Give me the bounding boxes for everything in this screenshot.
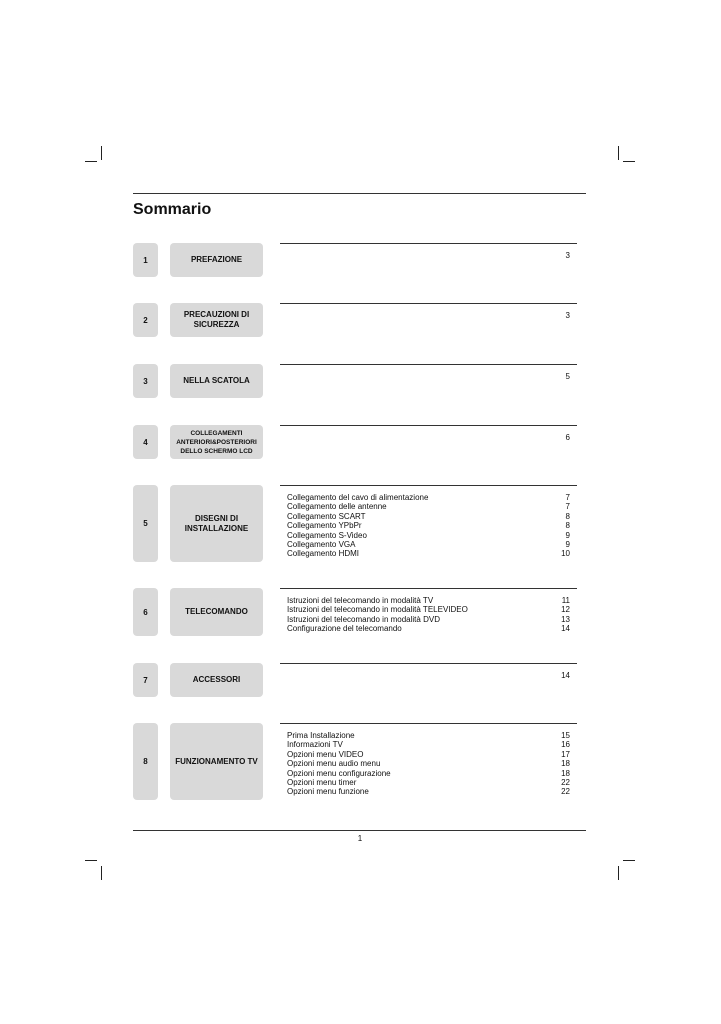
crop-mark [85, 161, 97, 162]
section-title: PREFAZIONE [170, 243, 263, 277]
entry-text: Collegamento del cavo di alimentazione [287, 493, 429, 502]
section-number: 3 [133, 364, 158, 398]
toc-entry [287, 624, 570, 633]
toc-entry [287, 787, 570, 796]
section-number: 2 [133, 303, 158, 337]
entry-list [287, 493, 570, 559]
section-rule [280, 588, 577, 589]
section-number: 5 [133, 485, 158, 562]
entry-page: 7 [565, 493, 570, 502]
entry-text: Informazioni TV [287, 740, 343, 750]
entry-page: 10 [561, 549, 570, 559]
entry-page: 13 [561, 614, 570, 624]
entry-page: 16 [561, 740, 570, 750]
entry-page: 22 [561, 787, 570, 797]
entry-text: Collegamento delle antenne [287, 502, 387, 512]
crop-mark [618, 866, 619, 880]
entry-list [287, 311, 570, 320]
entry-text: Opzioni menu funzione [287, 787, 369, 797]
entry-page: 17 [561, 749, 570, 759]
crop-mark [101, 866, 102, 880]
toc-entry [287, 759, 570, 768]
toc-entry [287, 769, 570, 778]
entry-page: 11 [561, 596, 570, 605]
toc-entry [287, 740, 570, 749]
section-title: COLLEGAMENTI ANTERIORI&POSTERIORI DELLO SCHERMO LCD [170, 425, 263, 459]
toc-entry [287, 251, 570, 260]
section-title: ACCESSORI [170, 663, 263, 697]
entry-page: 5 [565, 372, 570, 381]
entry-page: 8 [565, 511, 570, 521]
entry-text: Collegamento HDMI [287, 549, 360, 559]
entry-page: 9 [565, 539, 570, 549]
section-title: FUNZIONAMENTO TV [170, 723, 263, 800]
header-rule [133, 193, 586, 194]
section-number: 7 [133, 663, 158, 697]
entry-text: Istruzioni del telecomando in modalità TELEVIDEO [287, 605, 468, 615]
entry-list [287, 251, 570, 260]
toc-entry [287, 540, 570, 549]
entry-list [287, 433, 570, 442]
section-title: PRECAUZIONI DI SICUREZZA [170, 303, 263, 337]
section-rule [280, 243, 577, 244]
entry-list [287, 372, 570, 381]
toc-section [0, 303, 721, 337]
section-title: DISEGNI DI INSTALLAZIONE [170, 485, 263, 562]
crop-mark [618, 146, 619, 160]
entry-page: 9 [565, 530, 570, 540]
entry-text [287, 251, 550, 260]
toc-entry [287, 615, 570, 624]
entry-text: Configurazione del telecomando [287, 624, 402, 634]
entry-page: 14 [561, 624, 570, 634]
section-number: 8 [133, 723, 158, 800]
toc-section [0, 364, 721, 398]
entry-text: Collegamento SCART [287, 511, 366, 521]
entry-text: Collegamento S-Video [287, 530, 367, 540]
toc-entry [287, 502, 570, 511]
toc-section [0, 723, 721, 800]
toc-entry [287, 731, 570, 740]
entry-page: 3 [565, 311, 570, 320]
section-rule [280, 425, 577, 426]
crop-mark [85, 860, 97, 861]
toc-entry [287, 605, 570, 614]
toc-section [0, 485, 721, 562]
section-rule [280, 485, 577, 486]
crop-mark [101, 146, 102, 160]
toc-entry [287, 512, 570, 521]
entry-text: Opzioni menu timer [287, 777, 357, 787]
toc-entry [287, 778, 570, 787]
section-rule [280, 663, 577, 664]
entry-list [287, 671, 570, 680]
toc-section [0, 425, 721, 459]
entry-text [287, 372, 550, 381]
entry-text [287, 433, 550, 442]
page-number: 1 [357, 834, 363, 843]
entry-page: 18 [561, 759, 570, 769]
toc-section [0, 243, 721, 277]
toc-entry [287, 433, 570, 442]
toc-entry [287, 521, 570, 530]
footer-rule [133, 830, 586, 831]
entry-page: 3 [565, 251, 570, 260]
toc-section [0, 588, 721, 636]
section-title: NELLA SCATOLA [170, 364, 263, 398]
entry-text: Collegamento VGA [287, 539, 356, 549]
section-number: 1 [133, 243, 158, 277]
toc-entry [287, 671, 570, 680]
entry-page: 18 [561, 768, 570, 778]
section-rule [280, 723, 577, 724]
section-title: TELECOMANDO [170, 588, 263, 636]
entry-page: 6 [565, 433, 570, 442]
toc-entry [287, 750, 570, 759]
entry-text: Collegamento YPbPr [287, 521, 362, 531]
crop-mark [623, 860, 635, 861]
entry-list [287, 731, 570, 797]
entry-text: Prima Installazione [287, 731, 355, 740]
toc-entry [287, 549, 570, 558]
page-title: Sommario [133, 201, 212, 218]
entry-text: Opzioni menu audio menu [287, 759, 381, 769]
entry-text [287, 671, 550, 680]
entry-page: 15 [561, 731, 570, 740]
entry-text: Opzioni menu configurazione [287, 768, 391, 778]
entry-page: 7 [565, 502, 570, 512]
toc-entry [287, 372, 570, 381]
entry-text: Opzioni menu VIDEO [287, 749, 364, 759]
entry-list [287, 596, 570, 634]
entry-text: Istruzioni del telecomando in modalità TV [287, 596, 434, 605]
entry-text [287, 311, 550, 320]
toc-entry [287, 531, 570, 540]
entry-page: 8 [565, 521, 570, 531]
entry-page: 12 [561, 605, 570, 615]
section-number: 4 [133, 425, 158, 459]
toc-section [0, 663, 721, 697]
entry-page: 22 [561, 777, 570, 787]
section-rule [280, 364, 577, 365]
crop-mark [623, 161, 635, 162]
section-rule [280, 303, 577, 304]
entry-text: Istruzioni del telecomando in modalità DVD [287, 614, 440, 624]
section-number: 6 [133, 588, 158, 636]
toc-entry [287, 311, 570, 320]
toc-entry [287, 493, 570, 502]
entry-page: 14 [561, 671, 570, 680]
toc-entry [287, 596, 570, 605]
